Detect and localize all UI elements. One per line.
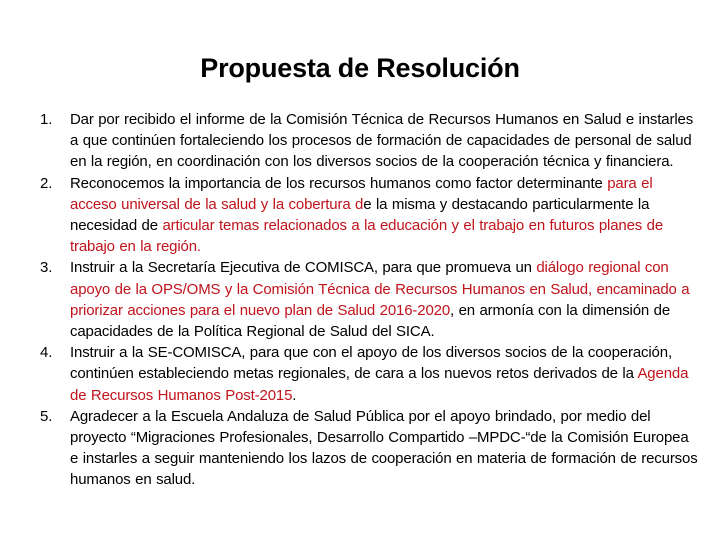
- item-number: 4.: [40, 344, 53, 362]
- item-number: 5.: [40, 407, 53, 425]
- resolution-list: [40, 109, 700, 491]
- item-text: [70, 408, 698, 489]
- item-text: [70, 344, 688, 403]
- text-segment: Instruir a la Secretaría Ejecutiva de COMISCA, para que promueva un: [70, 259, 537, 277]
- item-text: [70, 175, 663, 256]
- list-item: [40, 257, 700, 342]
- item-number: 3.: [40, 259, 53, 277]
- text-segment: , en armonía con la dimensión de capacidades de la Política Regional de Salud del SICA.: [70, 301, 671, 341]
- item-text: [70, 259, 689, 340]
- text-segment: .: [292, 386, 297, 404]
- text-segment: Reconocemos la importancia de los recursos humanos como factor determinante: [70, 174, 608, 192]
- page-title: Propuesta de Resolución: [200, 53, 520, 83]
- text-segment: Instruir a la SE-COMISCA, para que con el apoyo de los diversos socios de la cooperación, continúen estableciendo metas regionales, de cara a los nuevos retos derivados de la: [70, 344, 672, 383]
- list-item: [40, 406, 700, 491]
- item-number: 1.: [40, 111, 53, 128]
- highlighted-text: Agenda de Recursos Humanos Post-2015: [70, 365, 689, 404]
- highlighted-text: diálogo regional con apoyo de la OPS/OMS y la Comisión Técnica de Recursos Humanos en Salud, encaminado a priorizar acciones para el nuevo plan de Salud 2016-2020: [70, 259, 690, 319]
- list-item: [40, 342, 700, 406]
- highlighted-text: articular temas relacionados a la educación y el trabajo en futuros planes de trabajo en la región.: [70, 217, 664, 256]
- text-segment: Dar por recibido el informe de la Comisión Técnica de Recursos Humanos en Salud e instarles a que continúen fortaleciendo los procesos de formación de capacidades de personal de salud en la región, en coordinación con los diversos socios de la cooperación técnica y financiera.: [70, 111, 694, 171]
- list-item: [40, 173, 700, 258]
- highlighted-text: para el acceso universal de la salud y la cobertura d: [70, 174, 653, 213]
- text-segment: Agradecer a la Escuela Andaluza de Salud Pública por el apoyo brindado, por medio del proyecto “Migraciones Profesionales, Desarrollo Compartido –MPDC-“de la Comisión Europea e instarles a seguir manteniendo los lazos de cooperación en materia de formación de recursos humanos en salud.: [70, 407, 698, 489]
- item-text: [70, 111, 693, 170]
- item-number: 2.: [40, 174, 53, 192]
- list-item: [40, 109, 700, 173]
- text-segment: e la misma y destacando particularmente la necesidad de: [70, 195, 650, 235]
